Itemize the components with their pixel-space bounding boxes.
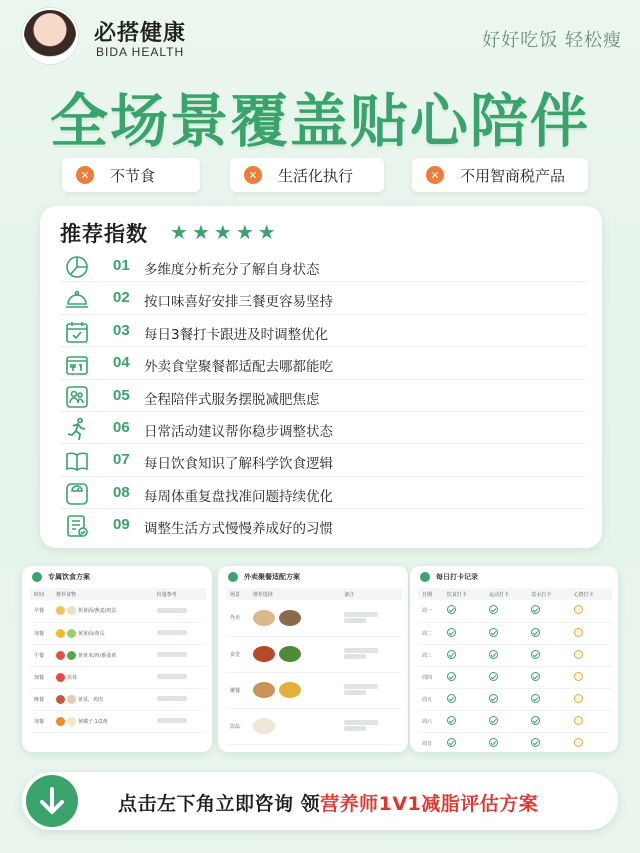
table-row: 早餐 焦黄面/燕麦/鸡蛋	[30, 600, 206, 622]
item-text: 日常活动建议帮你稳步调整状态	[144, 423, 333, 440]
close-icon: ✕	[244, 166, 262, 184]
check-icon	[531, 694, 540, 703]
diet-plan-panel	[22, 566, 212, 752]
check-icon	[489, 605, 498, 614]
arrow-down-button[interactable]	[26, 775, 78, 827]
takeout-plan-panel	[218, 566, 408, 752]
table-row: 周五	[418, 688, 612, 710]
pie-chart-icon	[64, 254, 90, 280]
check-icon	[489, 650, 498, 659]
check-icon	[447, 672, 456, 681]
item-number: 06	[113, 418, 130, 436]
item-number: 03	[113, 321, 130, 339]
slogan: 好好吃饭 轻松瘦	[482, 30, 622, 51]
close-icon: ✕	[76, 166, 94, 184]
item-number: 05	[113, 386, 130, 404]
item-text: 外卖食堂聚餐都适配去哪都能吃	[144, 359, 333, 376]
leaf-icon	[228, 572, 238, 582]
star-icon: ★	[213, 220, 236, 244]
table-row: 午餐 黄黄米/西/番茄黄	[30, 644, 206, 666]
check-icon	[489, 716, 498, 725]
item-text: 多维度分析充分了解自身状态	[144, 262, 320, 278]
list-item	[60, 380, 586, 412]
avatar	[22, 8, 78, 64]
check-icon	[489, 694, 498, 703]
column-header: 备注	[340, 588, 402, 600]
check-icon	[447, 605, 456, 614]
smile-icon	[574, 605, 583, 614]
smile-icon	[574, 716, 583, 725]
calendar-check-icon	[64, 319, 90, 345]
list-item	[60, 315, 586, 347]
column-header: 份量参考	[153, 588, 206, 600]
check-icon	[489, 738, 498, 747]
table-row: 周四	[418, 666, 612, 688]
recommend-card	[40, 206, 602, 548]
running-icon	[64, 416, 90, 442]
smile-icon	[574, 650, 583, 659]
item-number: 01	[113, 257, 130, 274]
feature-tags	[62, 158, 588, 192]
table-row: 聚餐	[226, 672, 402, 708]
star-icon: ★	[170, 220, 192, 244]
table-row: 周二	[418, 622, 612, 644]
list-item	[60, 412, 586, 444]
checklist-icon	[64, 513, 90, 539]
column-header: 场景	[226, 588, 249, 600]
check-icon	[531, 738, 540, 747]
consult-cta-banner[interactable]	[22, 772, 618, 830]
column-header: 推荐选择	[249, 588, 340, 600]
tag-label: 不节食	[110, 166, 156, 185]
item-number: 02	[113, 289, 130, 307]
arrow-down-icon	[38, 786, 66, 816]
recommend-list	[60, 250, 586, 542]
table-row: 周六	[418, 710, 612, 732]
item-text: 每日饮食知识了解科学饮食逻辑	[144, 456, 333, 473]
table-row: 加餐 黄黄面/黄瓜	[30, 622, 206, 644]
tag-label: 不用智商税产品	[460, 166, 566, 185]
item-text: 全程陪伴式服务摆脱减肥焦虑	[144, 391, 320, 408]
star-icon: ★	[235, 220, 258, 244]
item-text: 调整生活方式慢慢养成好的习惯	[144, 521, 333, 538]
smile-icon	[574, 628, 583, 637]
smile-icon	[574, 694, 583, 703]
list-item	[60, 282, 586, 314]
smile-icon	[574, 738, 583, 747]
list-item	[60, 347, 586, 379]
star-rating	[170, 220, 280, 244]
table-row: 加餐 蓝莓	[30, 666, 206, 688]
brand-name-en: BIDA HEALTH	[96, 45, 185, 59]
check-icon	[531, 672, 540, 681]
close-icon: ✕	[426, 166, 444, 184]
column-header: 推荐食物	[52, 588, 153, 600]
table-row: 加餐 黄橘子 1/2黄	[30, 710, 206, 732]
panel-title: 每日打卡记录	[436, 573, 478, 581]
item-text: 每日3餐打卡跟进及时调整优化	[144, 326, 329, 343]
list-item	[60, 477, 586, 509]
item-number: 04	[113, 354, 130, 372]
column-header: 运动打卡	[485, 588, 527, 600]
hero-title: 全场景覆盖贴心陪伴	[49, 87, 590, 155]
leaf-icon	[32, 572, 42, 582]
check-icon	[531, 628, 540, 637]
calendar-icon	[420, 572, 430, 582]
takeout-table	[226, 588, 402, 745]
recommend-title: 推荐指数	[60, 222, 148, 246]
smile-icon	[574, 672, 583, 681]
column-header: 饮水打卡	[527, 588, 569, 600]
column-header: 日期	[418, 588, 443, 600]
checkin-table	[418, 588, 612, 752]
check-icon	[447, 738, 456, 747]
list-item	[60, 250, 586, 282]
item-number: 08	[113, 483, 130, 501]
column-header: 饮食打卡	[443, 588, 485, 600]
table-row: 周三	[418, 644, 612, 666]
tag-no-products	[412, 158, 588, 192]
people-icon	[64, 384, 90, 410]
check-icon	[447, 716, 456, 725]
brand-name: 必搭健康	[94, 21, 187, 46]
food-cloche-icon	[64, 286, 90, 312]
column-header: 时间	[30, 588, 52, 600]
check-icon	[531, 650, 540, 659]
table-row: 外卖	[226, 600, 402, 636]
item-text: 按口味喜好安排三餐更容易坚持	[144, 294, 333, 311]
table-row: 食堂	[226, 636, 402, 672]
diet-table	[30, 588, 206, 733]
table-row: 晚餐 黄菜，鸡肉	[30, 688, 206, 710]
check-icon	[531, 605, 540, 614]
check-icon	[489, 628, 498, 637]
table-row: 周日	[418, 732, 612, 752]
table-row: 周一	[418, 600, 612, 622]
item-number: 09	[113, 516, 130, 534]
tag-lifestyle	[230, 158, 384, 192]
panel-title: 专属饮食方案	[48, 573, 90, 581]
book-icon	[64, 448, 90, 474]
header	[22, 8, 622, 66]
item-text: 每周体重复盘找准问题持续优化	[144, 488, 333, 505]
scale-icon	[64, 481, 90, 507]
check-icon	[447, 628, 456, 637]
star-icon: ★	[257, 220, 280, 244]
check-icon	[531, 716, 540, 725]
list-item	[60, 444, 586, 476]
column-header: 心情打卡	[570, 588, 612, 600]
tag-no-diet	[62, 158, 200, 192]
item-number: 07	[113, 451, 130, 469]
list-item	[60, 509, 586, 541]
check-icon	[447, 650, 456, 659]
checkin-panel	[410, 566, 618, 752]
panel-title: 外卖聚餐适配方案	[244, 573, 300, 581]
check-icon	[447, 694, 456, 703]
restaurant-icon	[64, 351, 90, 377]
star-icon: ★	[191, 220, 214, 244]
tag-label: 生活化执行	[278, 166, 354, 185]
check-icon	[489, 672, 498, 681]
table-row: 饮品	[226, 708, 402, 744]
cta-text[interactable]: 点击左下角立即咨询 领营养师1V1减脂评估方案	[118, 793, 539, 815]
